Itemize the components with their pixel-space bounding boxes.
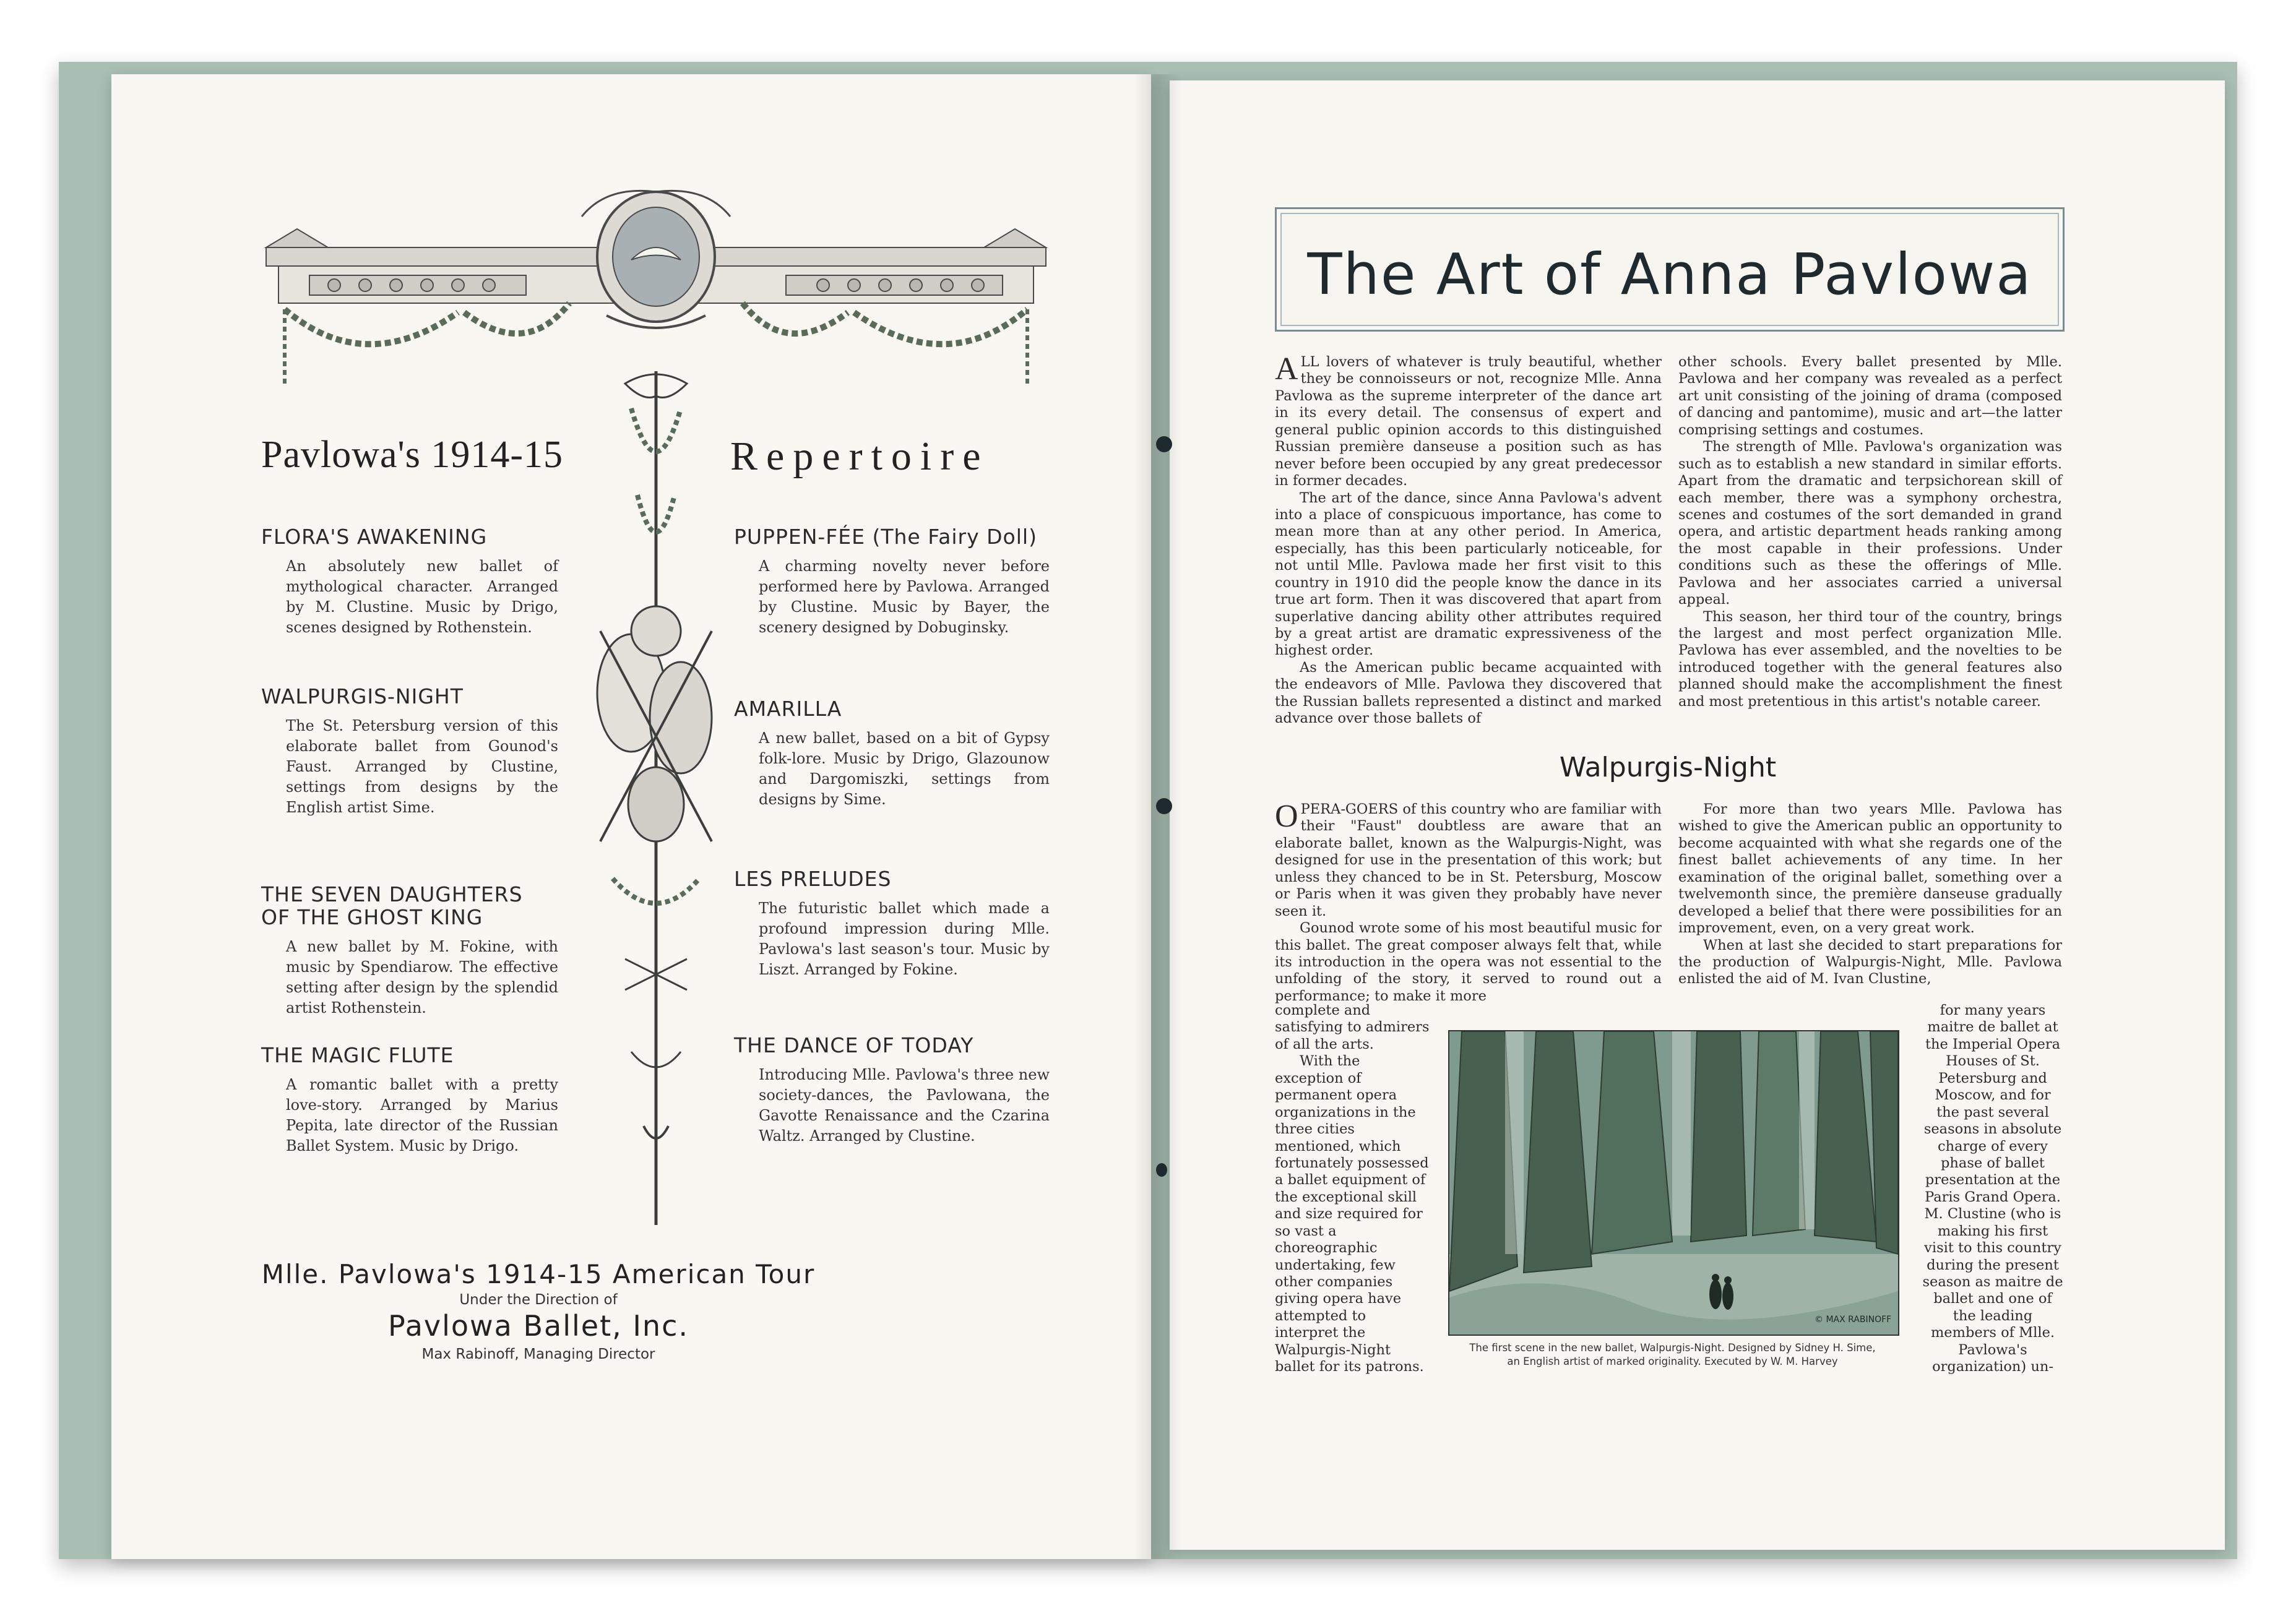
paragraph: for many years maitre de ballet at the Imperial Opera Houses of St. Petersburg and Moscow, and for the past several seasons in absolute charge of every phase of ballet presentation at the Paris Grand Opera. [1923, 1002, 2062, 1205]
ballet-entry [261, 883, 558, 1018]
paragraph: This season, her third tour of the country, brings the largest and most perfect organization Mlle. Pavlowa has ever assembled, and the novelties to be introduced together with the general features also planned should make the accomplishment the finest and most pretentious in this artist's notable career. [1678, 608, 2062, 710]
ballet-description: A romantic ballet with a pretty love-story. Arranged by Marius Pepita, late director of the Russian Ballet System. Music by Drigo. [286, 1075, 558, 1155]
paragraph: Gounod wrote some of his most beautiful music for this ballet. The great composer always felt that, while its introduction in the opera was not essential to the unfolding of the story, it served to round out a performance; to make it more [1275, 920, 1662, 1004]
illustration-signature: © MAX RABINOFF [1815, 1315, 1892, 1325]
ballet-description: Introducing Mlle. Pavlowa's three new society-dances, the Pavlowana, the Gavotte Renaissance and the Czarina Waltz. Arranged by Clustine. [759, 1065, 1050, 1145]
walpurgis-column-1 [1275, 801, 1662, 1005]
paragraph: other schools. Every ballet presented by Mlle. Pavlowa and her company was revealed as a perfect art unit consisting of the joining of drama (composed of dancing and pantomime), music and art—the latter comprising settings and costumes. [1678, 354, 2062, 438]
musical-instruments-trophy-ornament [576, 371, 736, 1225]
ballet-title: THE SEVEN DAUGHTERS OF THE GHOST KING [261, 882, 523, 929]
walpurgis-column-1-narrow [1275, 1002, 1430, 1376]
ballet-entry [261, 686, 558, 819]
ballet-title: PUPPEN-FÉE (The Fairy Doll) [734, 525, 1037, 549]
walpurgis-forest-illustration [1448, 1030, 1899, 1336]
tour-title: Mlle. Pavlowa's 1914-15 American Tour [261, 1259, 816, 1289]
paragraph: complete and satisfying to admirers of all the arts. [1275, 1002, 1430, 1052]
binding-stitch [1156, 436, 1172, 452]
ballet-title: AMARILLA [734, 697, 842, 721]
repertoire-heading-left: Pavlowa's 1914-15 [261, 434, 563, 476]
article-title-frame [1275, 207, 2065, 332]
section-heading: Walpurgis-Night [1559, 752, 1777, 783]
ballet-entry [261, 526, 558, 638]
ballet-description: The futuristic ballet which made a profound impression during Mlle. Pavlowa's last season's tour. Music by Liszt. Arranged by Fokine. [759, 899, 1050, 979]
caption-line: an English artist of marked originality. Executed by W. M. Harvey [1507, 1356, 1838, 1368]
paragraph: For more than two years Mlle. Pavlowa has wished to give the American public an opportunity to become acquainted with what she regards one of the finest ballet achievements of any time. In her examination of the original ballet, something over a twelvemonth since, the première danseuse gradually developed a belief that there were possibilities for an improvement, even, on a very great work. [1678, 801, 2062, 937]
paragraph: As the American public became acquainted with the endeavors of Mlle. Pavlowa they discovered that the Russian ballets represented a distinct and marked advance over those ballets of [1275, 659, 1662, 727]
paragraph: LL lovers of whatever is truly beautiful, whether they be connoisseurs or not, recognize Mlle. Anna Pavlowa as the supreme interpreter of the dance art in its every detail. The consensus of expert and general public opinion accords to this distinguished Russian première danseuse a position such as has never before been occupied by any great predecessor in former decades. [1275, 354, 1662, 489]
drop-cap: O [1275, 799, 1298, 834]
ballet-entry [734, 526, 1050, 638]
ballet-entry [734, 868, 1050, 980]
article-title: The Art of Anna Pavlowa [1307, 241, 2032, 307]
ballet-title: WALPURGIS-NIGHT [261, 684, 464, 708]
ballet-title: LES PRELUDES [734, 867, 892, 891]
paragraph: PERA-GOERS of this country who are familiar with their "Faust" doubtless are aware that an elaborate ballet, known as the Walpurgis-Night, was designed for use in the presentation of this work; but unless they chanced to be in St. Petersburg, Moscow or Paris when it was given they probably have never seen it. [1275, 801, 1662, 919]
binding-stitch [1156, 1163, 1167, 1177]
paragraph: M. Clustine (who is making his first visit to this country during the present season as maitre de ballet and one of the leading members of Mlle. Pavlowa's organization) un- [1922, 1206, 2063, 1375]
ballet-description: The St. Petersburg version of this elaborate ballet from Gounod's Faust. Arranged by Clustine, settings from designs by the English artist Sime. [286, 716, 558, 817]
caption-line: The first scene in the new ballet, Walpurgis-Night. Designed by Sidney H. Sime, [1469, 1342, 1876, 1354]
ballet-entry [734, 1034, 1050, 1146]
ballet-title: THE DANCE OF TODAY [734, 1033, 974, 1057]
walpurgis-column-2 [1678, 801, 2062, 988]
gutter-shadow [1133, 74, 1182, 1559]
ballet-description: An absolutely new ballet of mythological character. Arranged by M. Clustine. Music by Drigo, scenes designed by Rothenstein. [286, 557, 558, 637]
ballet-description: A new ballet by M. Fokine, with music by Spendiarow. The effective setting after design by the splendid artist Rothenstein. [286, 937, 558, 1017]
tour-company: Pavlowa Ballet, Inc. [388, 1309, 689, 1343]
ballet-entry [261, 1044, 558, 1156]
binding-stitch [1156, 798, 1172, 814]
paragraph: The art of the dance, since Anna Pavlowa's advent into a place of conspicuous importance, has come to mean more than at any other period. In America, especially, has this been particularly noticeable, for not until Mlle. Pavlowa made her first visit to this country in 1910 did the people know the dance in its true art form. Then it was discovered that apart from superlative dancing ability other attributes required by a great artist are dramatic expressiveness of the highest order. [1275, 489, 1662, 659]
ballet-entry [734, 698, 1050, 810]
paragraph: The strength of Mlle. Pavlowa's organization was such as to establish a new standard in similar efforts. Apart from the dramatic and terpsichorean skill of each member, there was a symphony orchestra, scenes and costumes of the sort demanded in grand opera, and artistic department heads ranking among the most capable in their professions. Under conditions such as these the offerings of Mlle. Pavlowa and her associates carried a universal appeal. [1678, 439, 2062, 608]
repertoire-heading-right: Repertoire [730, 434, 990, 479]
ballet-title: FLORA'S AWAKENING [261, 525, 488, 549]
tour-credits [260, 1259, 817, 1362]
paragraph: With the exception of permanent opera organizations in the three cities mentioned, which fortunately possessed a ballet equipment of the exceptional skill and size required for so vast a choreographic undertaking, few other companies giving opera have attempted to interpret the Walpurgis-Night ballet for its patrons. [1275, 1053, 1429, 1375]
ballet-description: A charming novelty never before performed here by Pavlowa. Arranged by Clustine. Music by Bayer, the scenery designed by Dobuginsky. [759, 557, 1050, 637]
forest-scene-image [1449, 1031, 1898, 1334]
drop-cap: A [1275, 351, 1298, 387]
ballet-title: THE MAGIC FLUTE [261, 1043, 454, 1067]
walpurgis-column-2-narrow [1922, 1002, 2064, 1376]
paragraph: When at last she decided to start preparations for the production of Walpurgis-Night, Mlle. Pavlowa enlisted the aid of M. Ivan Clustine, [1678, 937, 2062, 987]
intro-column-1 [1275, 351, 1662, 728]
intro-column-2 [1678, 354, 2062, 710]
ballet-description: A new ballet, based on a bit of Gypsy folk-lore. Music by Drigo, Glazounow and Dargomiszki, settings from designs by Sime. [759, 729, 1050, 809]
illustration-caption [1442, 1341, 1903, 1369]
tour-direction-label: Under the Direction of [459, 1292, 618, 1308]
tour-director: Max Rabinoff, Managing Director [421, 1346, 655, 1362]
